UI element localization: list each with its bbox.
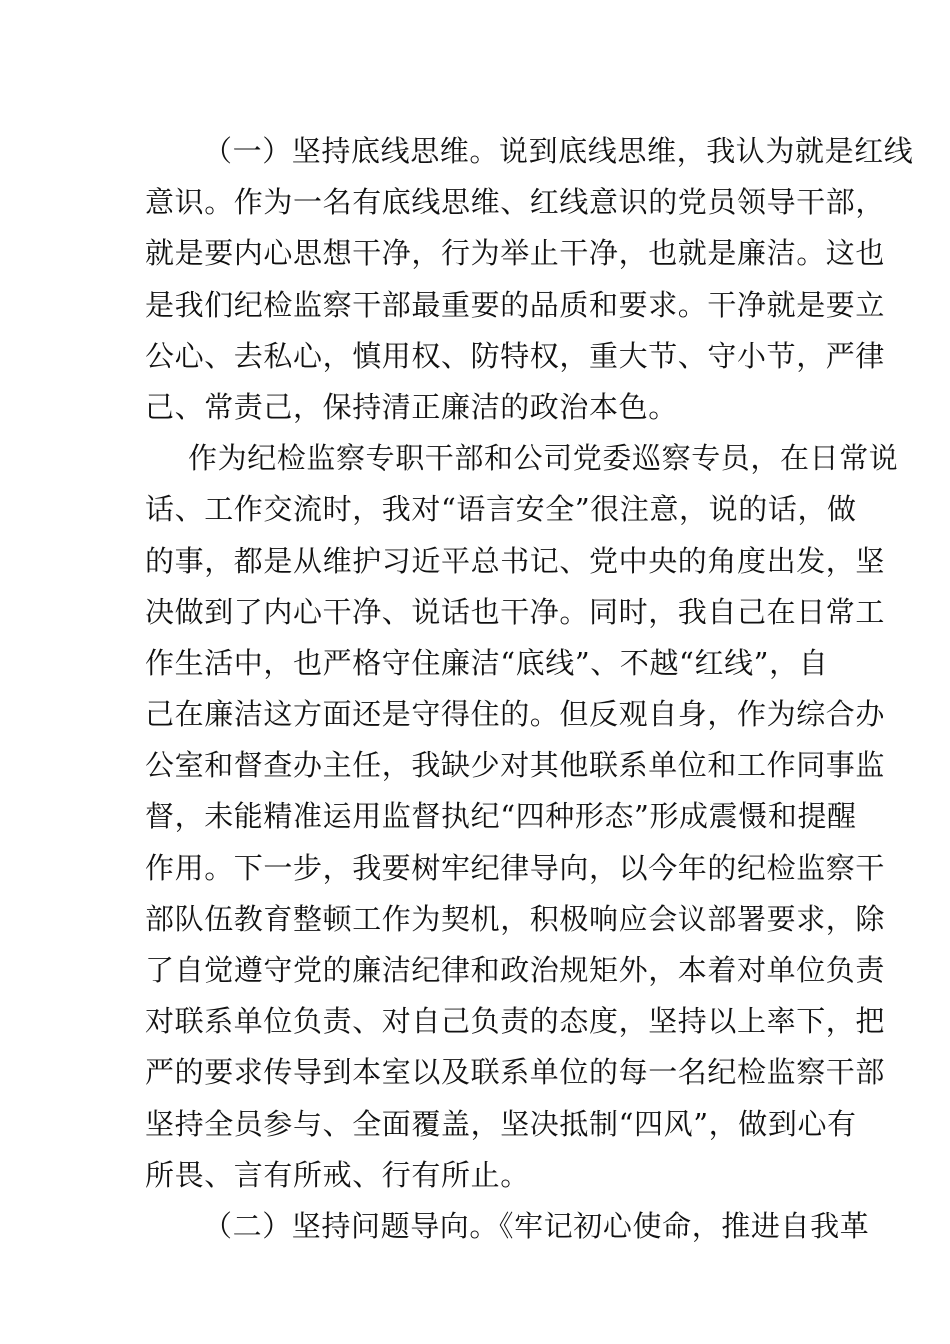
text-line: 所畏、言有所戒、行有所止。 xyxy=(145,1157,530,1192)
text-line: 公心、去私心，慎用权、防特权，重大节、守小节，严律 xyxy=(145,338,886,373)
text-line: （一）坚持底线思维。说到底线思维，我认为就是红线 xyxy=(203,134,914,168)
text-line: 对联系单位负责、对自己负责的态度，坚持以上率下，把 xyxy=(145,1004,886,1039)
text-line: 了自觉遵守党的廉洁纪律和政治规矩外，本着对单位负责 xyxy=(145,953,886,987)
text-line: 意识。作为一名有底线思维、红线意识的党员领导干部， xyxy=(145,185,886,220)
text-line: 作为纪检监察专职干部和公司党委巡察专员，在日常说 xyxy=(188,441,899,476)
text-line: 是我们纪检监察干部最重要的品质和要求。干净就是要立 xyxy=(145,287,886,322)
text-line: 话、工作交流时，我对“语言安全”很注意，说的话，做 xyxy=(145,492,857,527)
text-line: （二）坚持问题导向。《牢记初心使命，推进自我革 xyxy=(203,1208,870,1243)
text-line: 己在廉洁这方面还是守得住的。但反观自身，作为综合办 xyxy=(145,697,886,732)
text-line: 决做到了内心干净、说话也干净。同时，我自己在日常工 xyxy=(145,594,886,629)
text-line: 作用。下一步，我要树牢纪律导向，以今年的纪检监察干 xyxy=(145,850,886,885)
text-line: 严的要求传导到本室以及联系单位的每一名纪检监察干部 xyxy=(145,1055,886,1090)
text-line: 部队伍教育整顿工作为契机，积极响应会议部署要求，除 xyxy=(145,901,886,936)
text-line: 己、常责己，保持清正廉洁的政治本色。 xyxy=(145,389,678,424)
text-line: 坚持全员参与、全面覆盖，坚决抵制“四风”，做到心有 xyxy=(145,1106,857,1141)
body-text xyxy=(145,126,914,1252)
text-line: 就是要内心思想干净，行为举止干净，也就是廉洁。这也 xyxy=(145,236,886,271)
text-line: 的事，都是从维护习近平总书记、党中央的角度出发，坚 xyxy=(145,543,886,578)
text-line: 公室和督查办主任，我缺少对其他联系单位和工作同事监 xyxy=(145,748,886,783)
text-line: 作生活中，也严格守住廉洁“底线”、不越“红线”，自 xyxy=(145,645,829,680)
text-line: 督，未能精准运用监督执纪“四种形态”形成震慑和提醒 xyxy=(145,799,857,834)
